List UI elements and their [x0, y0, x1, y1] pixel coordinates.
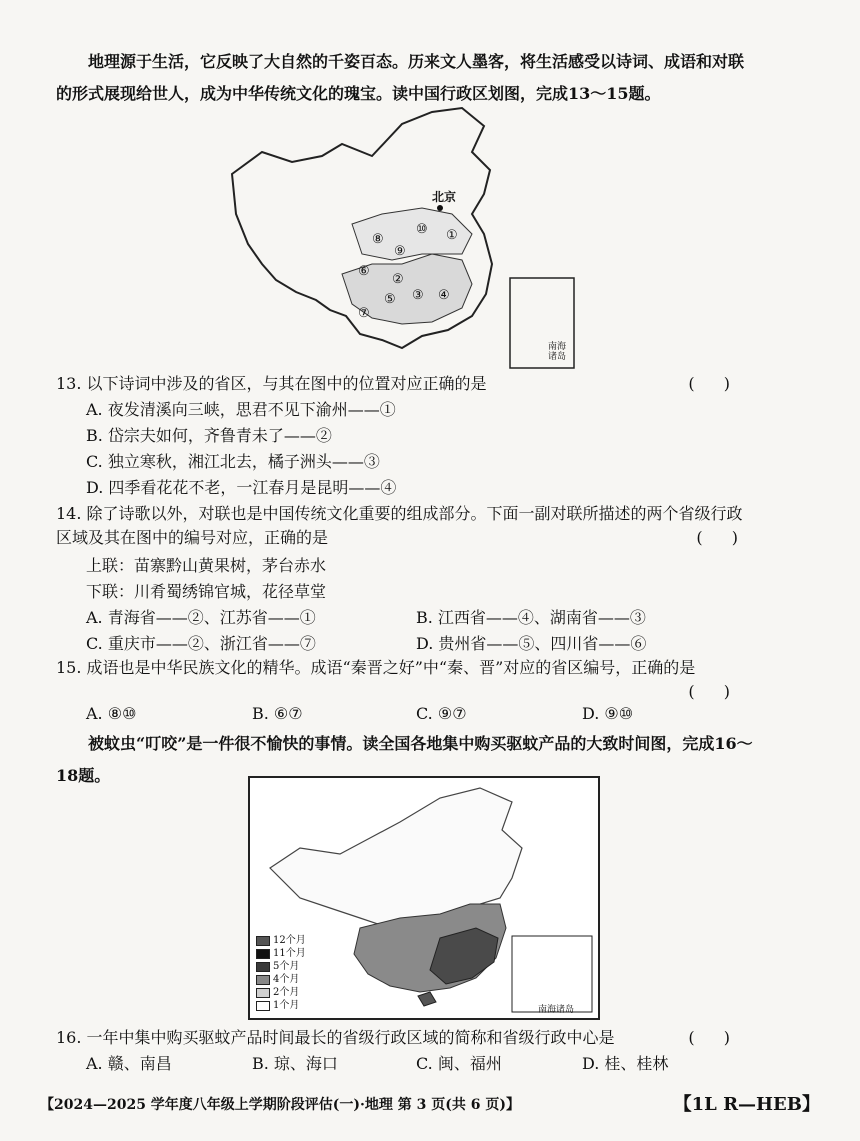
- q13-option-c: C. 独立寒秋，湘江北去，橘子洲头——③: [86, 452, 380, 471]
- q16-option-d: D. 桂、桂林: [582, 1054, 669, 1073]
- q14-option-d: D. 贵州省——⑤、四川省——⑥: [416, 634, 647, 653]
- answer-bracket: ( ): [688, 1028, 742, 1047]
- q13-option-b: B. 岱宗夫如何，齐鲁青未了——②: [86, 426, 332, 445]
- china-outline: [222, 104, 586, 374]
- q14-option-a: A. 青海省——②、江苏省——①: [86, 608, 316, 627]
- question-15-stem: 15. 成语也是中华民族文化的精华。成语“秦晋之好”中“秦、晋”对应的省区编号，正确的是: [56, 658, 696, 677]
- q13-option-a: A. 夜发清溪向三峡，思君不见下渝州——①: [86, 400, 396, 419]
- map-number-2: ②: [392, 272, 404, 287]
- intro-paragraph-1: 地理源于生活，它反映了大自然的千姿百态。历来文人墨客，将生活感受以诗词、成语和对联的形式展现给世人，成为中华传统文化的瑰宝。读中国行政区划图，完成13～15题。: [56, 52, 745, 103]
- legend-item: [256, 999, 306, 1012]
- map-number-10: ⑩: [416, 222, 428, 237]
- question-14-stem: 14. 除了诗歌以外，对联也是中国传统文化重要的组成部分。下面一副对联所描述的两个省级行政区域及其在图中的编号对应，正确的是: [56, 504, 743, 547]
- question-16: [56, 1026, 756, 1050]
- question-16-stem: 16. 一年中集中购买驱蚊产品时间最长的省级行政区域的简称和省级行政中心是: [56, 1028, 615, 1047]
- answer-bracket: ( ): [696, 528, 750, 547]
- question-13-stem: 13. 以下诗词中涉及的省区，与其在图中的位置对应正确的是: [56, 374, 487, 393]
- legend-item: [256, 934, 306, 947]
- map-number-7: ⑦: [358, 306, 370, 321]
- q15-option-d: D. ⑨⑩: [582, 704, 634, 723]
- page-footer: [40, 1094, 820, 1114]
- map-number-5: ⑤: [384, 292, 396, 307]
- q14-option-c: C. 重庆市——②、浙江省——⑦: [86, 634, 316, 653]
- map-number-1: ①: [446, 228, 458, 243]
- legend-label: 11个月: [273, 948, 306, 959]
- inset-label: 南海诸岛: [538, 1005, 575, 1015]
- q16-option-c: C. 闽、福州: [416, 1054, 502, 1073]
- q14-option-b: B. 江西省——④、湖南省——③: [416, 608, 646, 627]
- capital-label: 北京: [432, 190, 457, 204]
- legend-label: 5个月: [273, 961, 300, 972]
- footer-code: 【1L R—HEB】: [673, 1094, 820, 1115]
- question-15: [56, 656, 756, 701]
- answer-bracket: ( ): [688, 682, 742, 701]
- legend-label: 4个月: [273, 974, 300, 985]
- footer-text: 【2024—2025 学年度八年级上学期阶段评估(一)·地理 第 3 页(共 6 页)】: [40, 1097, 521, 1113]
- legend-item: [256, 973, 306, 986]
- legend-swatch: [256, 936, 270, 946]
- question-13: [56, 372, 756, 396]
- legend-item: [256, 986, 306, 999]
- legend-item: [256, 947, 306, 960]
- q14-upper-couplet: 上联：苗寨黔山黄果树，茅台赤水: [86, 556, 327, 575]
- legend-item: [256, 960, 306, 973]
- q13-option-d: D. 四季看花花不老，一江春月是昆明——④: [86, 478, 397, 497]
- q16-option-b: B. 琼、海口: [252, 1054, 338, 1073]
- legend-swatch: [256, 1001, 270, 1011]
- q14-lower-couplet: 下联：川肴蜀绣锦官城，花径草堂: [86, 582, 327, 601]
- legend-label: 12个月: [273, 935, 306, 946]
- q15-option-a: A. ⑧⑩: [86, 704, 137, 723]
- q15-option-c: C. ⑨⑦: [416, 704, 467, 723]
- q16-option-a: A. 赣、南昌: [86, 1054, 172, 1073]
- legend-label: 1个月: [273, 1000, 300, 1011]
- legend-swatch: [256, 988, 270, 998]
- inset-label: 南海诸岛: [548, 342, 567, 362]
- mosquito-purchase-map: [248, 776, 600, 1020]
- q15-option-b: B. ⑥⑦: [252, 704, 303, 723]
- legend-swatch: [256, 949, 270, 959]
- question-14: [56, 502, 750, 550]
- legend-label: 2个月: [273, 987, 300, 998]
- map-number-9: ⑨: [394, 244, 406, 259]
- map-number-6: ⑥: [358, 264, 370, 279]
- map-legend: [256, 934, 306, 1012]
- answer-bracket: ( ): [688, 374, 742, 393]
- map-number-3: ③: [412, 288, 424, 303]
- legend-swatch: [256, 975, 270, 985]
- china-admin-map: [222, 104, 586, 374]
- legend-swatch: [256, 962, 270, 972]
- map-number-4: ④: [438, 288, 450, 303]
- intro-paragraph-2: 被蚊虫“叮咬”是一件很不愉快的事情。读全国各地集中购买驱蚊产品的大致时间图，完成16～18题。: [56, 734, 753, 785]
- map-number-8: ⑧: [372, 232, 384, 247]
